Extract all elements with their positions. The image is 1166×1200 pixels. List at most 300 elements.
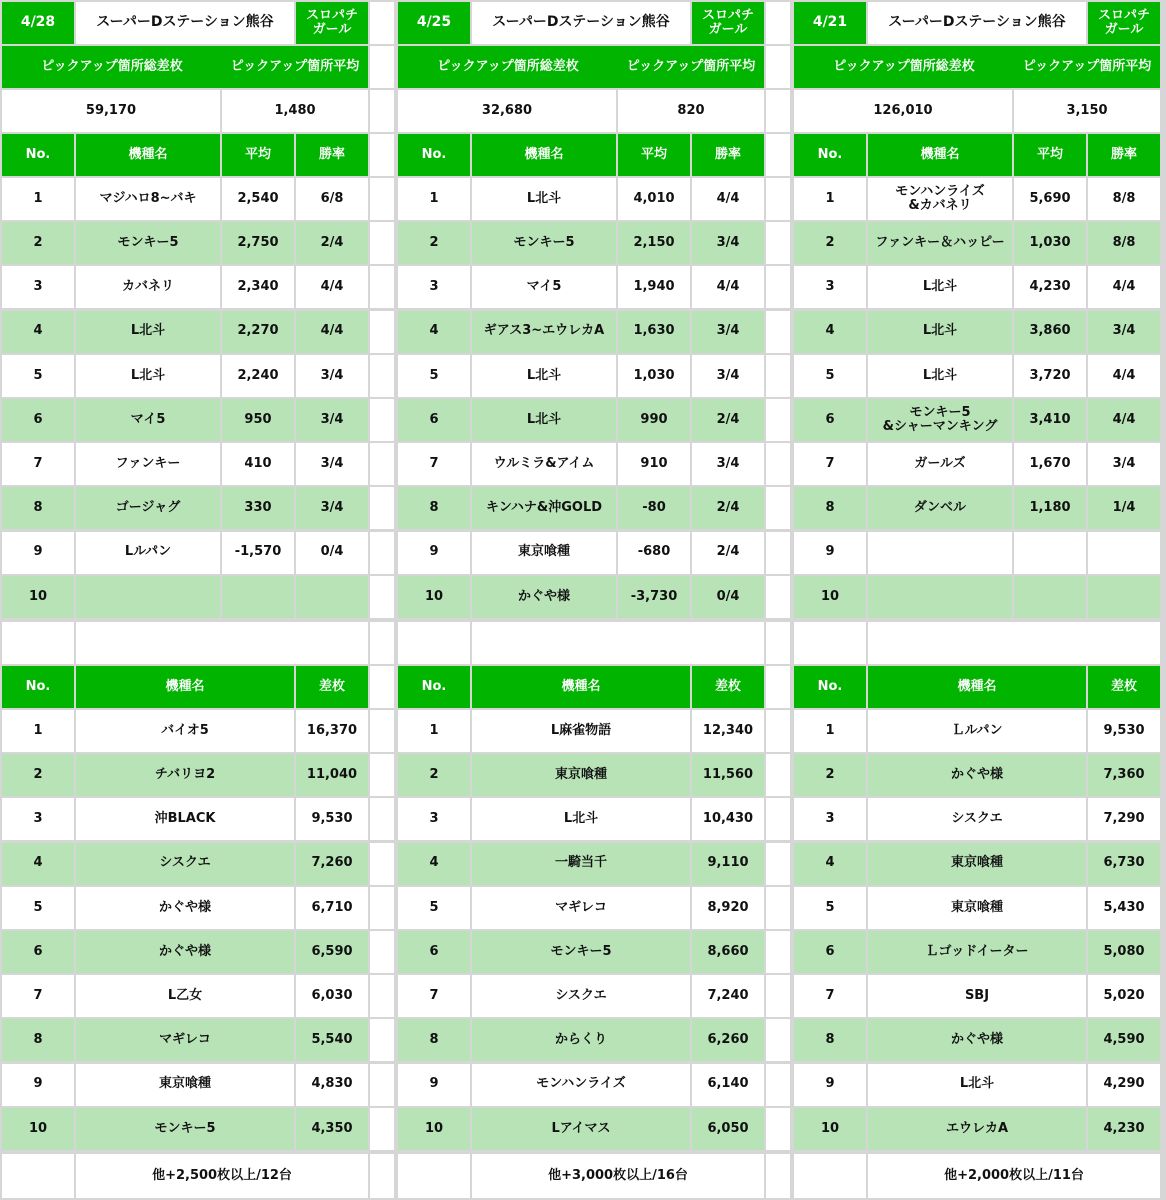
ranking-row-no: 1 xyxy=(2,710,74,752)
pickup-row-average: -3,730 xyxy=(618,576,690,618)
ranking-row-machine: L北斗 xyxy=(472,798,690,840)
pickup-row-winrate: 3/4 xyxy=(692,222,764,264)
ranking-row-no: 8 xyxy=(794,1019,866,1061)
average-label: ピックアップ箇所平均 xyxy=(618,46,764,88)
pickup-header-winrate: 勝率 xyxy=(296,134,368,176)
pickup-row-no: 2 xyxy=(398,222,470,264)
ranking-row-no: 10 xyxy=(2,1108,74,1150)
pickup-row-no: 4 xyxy=(794,311,866,353)
ranking-row-diff: 6,710 xyxy=(296,887,368,929)
pickup-row-average: -80 xyxy=(618,487,690,529)
pickup-row-average: 910 xyxy=(618,443,690,485)
ranking-row-diff: 6,590 xyxy=(296,931,368,973)
panel-separator xyxy=(370,1019,394,1061)
ranking-row-machine: かぐや様 xyxy=(868,1019,1086,1061)
pickup-row-winrate: 3/4 xyxy=(296,443,368,485)
footer-blank xyxy=(2,1154,74,1198)
pickup-row-average: 990 xyxy=(618,399,690,441)
ranking-row-machine: Ｌルパン xyxy=(868,710,1086,752)
pickup-row-winrate: 3/4 xyxy=(1088,443,1160,485)
ranking-row-no: 6 xyxy=(398,931,470,973)
ranking-row-no: 4 xyxy=(2,843,74,885)
total-diff-value: 32,680 xyxy=(398,90,616,132)
pickup-row-machine: ギアス3~エウレカA xyxy=(472,311,616,353)
pickup-row-machine: L北斗 xyxy=(868,355,1012,397)
pickup-header-machine: 機種名 xyxy=(472,134,616,176)
pickup-row-average: 1,670 xyxy=(1014,443,1086,485)
pickup-row-no: 5 xyxy=(2,355,74,397)
pickup-row-average: 3,720 xyxy=(1014,355,1086,397)
ranking-row-diff: 6,260 xyxy=(692,1019,764,1061)
pickup-header-machine: 機種名 xyxy=(868,134,1012,176)
pickup-row-winrate: 3/4 xyxy=(1088,311,1160,353)
pickup-row-winrate xyxy=(1088,532,1160,574)
pickup-row-average: 330 xyxy=(222,487,294,529)
pickup-row-no: 7 xyxy=(398,443,470,485)
pickup-row-no: 10 xyxy=(794,576,866,618)
ranking-row-no: 6 xyxy=(794,931,866,973)
pickup-row-winrate: 2/4 xyxy=(692,487,764,529)
ranking-row-machine: バイオ5 xyxy=(76,710,294,752)
panel-separator xyxy=(766,666,790,708)
footer-note: 他+2,000枚以上/11台 xyxy=(868,1154,1160,1198)
pickup-row-no: 5 xyxy=(398,355,470,397)
pickup-row-winrate: 3/4 xyxy=(692,311,764,353)
panel-separator xyxy=(766,46,790,88)
panel-separator xyxy=(766,622,790,664)
ranking-row-diff: 8,660 xyxy=(692,931,764,973)
brand-logo-text: スロパチ ガール xyxy=(692,2,764,44)
ranking-row-machine: 東京喰種 xyxy=(472,754,690,796)
date-badge: 4/21 xyxy=(794,2,866,44)
pickup-row-average: 2,540 xyxy=(222,178,294,220)
panel-separator xyxy=(370,46,394,88)
spacer-cell xyxy=(398,622,470,664)
panel-separator xyxy=(370,355,394,397)
pickup-row-no: 1 xyxy=(794,178,866,220)
pickup-row-no: 3 xyxy=(2,266,74,308)
ranking-row-diff: 7,240 xyxy=(692,975,764,1017)
pickup-row-machine: Lルパン xyxy=(76,532,220,574)
panel-separator xyxy=(766,90,790,132)
pickup-row-no: 7 xyxy=(2,443,74,485)
panel-separator xyxy=(370,622,394,664)
ranking-row-machine: かぐや様 xyxy=(868,754,1086,796)
panel-separator xyxy=(766,222,790,264)
pickup-row-winrate: 4/4 xyxy=(296,311,368,353)
ranking-row-machine: マギレコ xyxy=(472,887,690,929)
ranking-row-diff: 7,260 xyxy=(296,843,368,885)
ranking-row-machine: L麻雀物語 xyxy=(472,710,690,752)
ranking-row-machine: 東京喰種 xyxy=(868,887,1086,929)
pickup-row-machine: モンキー5 xyxy=(472,222,616,264)
pickup-row-machine xyxy=(868,532,1012,574)
pickup-row-average: 1,940 xyxy=(618,266,690,308)
ranking-row-no: 3 xyxy=(398,798,470,840)
panel-separator xyxy=(766,576,790,618)
ranking-row-diff: 5,430 xyxy=(1088,887,1160,929)
ranking-row-diff: 4,350 xyxy=(296,1108,368,1150)
average-value: 820 xyxy=(618,90,764,132)
panel-separator xyxy=(766,1064,790,1106)
pickup-row-average xyxy=(1014,532,1086,574)
pickup-row-machine: ウルミラ&アイム xyxy=(472,443,616,485)
pickup-row-average: 410 xyxy=(222,443,294,485)
ranking-row-no: 4 xyxy=(398,843,470,885)
ranking-row-diff: 4,230 xyxy=(1088,1108,1160,1150)
panel-separator xyxy=(766,887,790,929)
pickup-row-winrate: 2/4 xyxy=(692,532,764,574)
ranking-header-machine: 機種名 xyxy=(472,666,690,708)
panel-separator xyxy=(766,134,790,176)
pickup-row-winrate: 1/4 xyxy=(1088,487,1160,529)
panel-separator xyxy=(370,487,394,529)
pickup-row-no: 9 xyxy=(794,532,866,574)
pickup-row-average: 5,690 xyxy=(1014,178,1086,220)
date-badge: 4/25 xyxy=(398,2,470,44)
ranking-row-diff: 12,340 xyxy=(692,710,764,752)
pickup-row-average: 2,240 xyxy=(222,355,294,397)
ranking-row-no: 7 xyxy=(2,975,74,1017)
pickup-row-winrate: 0/4 xyxy=(296,532,368,574)
pickup-header-no: No. xyxy=(2,134,74,176)
ranking-row-diff: 6,140 xyxy=(692,1064,764,1106)
pickup-row-machine xyxy=(76,576,220,618)
pickup-row-winrate: 8/8 xyxy=(1088,178,1160,220)
ranking-row-no: 9 xyxy=(2,1064,74,1106)
store-name: スーパーDステーション熊谷 xyxy=(472,2,690,44)
ranking-row-machine: シスクエ xyxy=(868,798,1086,840)
pickup-row-no: 6 xyxy=(794,399,866,441)
brand-logo-text: スロパチ ガール xyxy=(1088,2,1160,44)
store-name: スーパーDステーション熊谷 xyxy=(76,2,294,44)
pickup-row-machine: ゴージャグ xyxy=(76,487,220,529)
ranking-row-diff: 11,040 xyxy=(296,754,368,796)
panel-separator xyxy=(370,710,394,752)
pickup-row-winrate: 3/4 xyxy=(296,399,368,441)
pickup-row-machine: マジハロ8~バキ xyxy=(76,178,220,220)
pickup-row-average: 3,860 xyxy=(1014,311,1086,353)
pickup-header-average: 平均 xyxy=(1014,134,1086,176)
ranking-row-diff: 5,540 xyxy=(296,1019,368,1061)
pickup-row-winrate: 4/4 xyxy=(1088,355,1160,397)
panel-separator xyxy=(370,532,394,574)
panel-separator xyxy=(766,178,790,220)
ranking-row-machine: モンキー5 xyxy=(472,931,690,973)
pickup-row-average: 2,150 xyxy=(618,222,690,264)
panel-separator xyxy=(766,487,790,529)
pickup-row-machine: L北斗 xyxy=(76,355,220,397)
ranking-row-machine: 沖BLACK xyxy=(76,798,294,840)
ranking-header-diff: 差枚 xyxy=(296,666,368,708)
pickup-row-no: 9 xyxy=(398,532,470,574)
pickup-row-winrate: 4/4 xyxy=(1088,266,1160,308)
spacer-cell xyxy=(2,622,74,664)
ranking-header-no: No. xyxy=(794,666,866,708)
ranking-row-diff: 8,920 xyxy=(692,887,764,929)
ranking-row-no: 2 xyxy=(398,754,470,796)
panel-separator xyxy=(370,2,394,44)
panel-separator xyxy=(766,311,790,353)
pickup-row-machine: モンハンライズ &カバネリ xyxy=(868,178,1012,220)
ranking-row-diff: 6,730 xyxy=(1088,843,1160,885)
pickup-header-winrate: 勝率 xyxy=(692,134,764,176)
pickup-row-no: 1 xyxy=(398,178,470,220)
pickup-row-machine: L北斗 xyxy=(868,266,1012,308)
ranking-row-no: 3 xyxy=(794,798,866,840)
panel-separator xyxy=(766,355,790,397)
pickup-row-average: 1,180 xyxy=(1014,487,1086,529)
spacer-cell xyxy=(868,622,1160,664)
panel-separator xyxy=(370,754,394,796)
pickup-row-winrate: 8/8 xyxy=(1088,222,1160,264)
ranking-row-no: 9 xyxy=(794,1064,866,1106)
pickup-row-winrate: 6/8 xyxy=(296,178,368,220)
ranking-header-diff: 差枚 xyxy=(1088,666,1160,708)
footer-note: 他+2,500枚以上/12台 xyxy=(76,1154,368,1198)
ranking-row-no: 9 xyxy=(398,1064,470,1106)
ranking-row-diff: 9,110 xyxy=(692,843,764,885)
ranking-row-machine: マギレコ xyxy=(76,1019,294,1061)
ranking-header-machine: 機種名 xyxy=(76,666,294,708)
panel-separator xyxy=(370,1108,394,1150)
pickup-row-no: 9 xyxy=(2,532,74,574)
ranking-row-no: 2 xyxy=(794,754,866,796)
footer-blank xyxy=(794,1154,866,1198)
brand-logo-text: スロパチ ガール xyxy=(296,2,368,44)
pickup-row-winrate: 0/4 xyxy=(692,576,764,618)
panel-separator xyxy=(766,1019,790,1061)
pickup-row-average: 2,340 xyxy=(222,266,294,308)
pickup-header-average: 平均 xyxy=(618,134,690,176)
ranking-row-machine: モンハンライズ xyxy=(472,1064,690,1106)
ranking-row-no: 3 xyxy=(2,798,74,840)
ranking-row-machine: Ｌゴッドイーター xyxy=(868,931,1086,973)
average-label: ピックアップ箇所平均 xyxy=(1014,46,1160,88)
average-value: 3,150 xyxy=(1014,90,1160,132)
pickup-row-machine: キンハナ&沖GOLD xyxy=(472,487,616,529)
pickup-row-no: 10 xyxy=(2,576,74,618)
pickup-row-machine: モンキー5 &シャーマンキング xyxy=(868,399,1012,441)
ranking-row-diff: 4,290 xyxy=(1088,1064,1160,1106)
ranking-row-machine: チバリヨ2 xyxy=(76,754,294,796)
panel-separator xyxy=(370,843,394,885)
ranking-header-machine: 機種名 xyxy=(868,666,1086,708)
panel-separator xyxy=(766,1108,790,1150)
pickup-row-average: 4,230 xyxy=(1014,266,1086,308)
pickup-row-machine xyxy=(868,576,1012,618)
panel-separator xyxy=(370,666,394,708)
panel-separator xyxy=(370,1064,394,1106)
panel-separator xyxy=(766,399,790,441)
ranking-row-no: 1 xyxy=(794,710,866,752)
ranking-row-machine: L北斗 xyxy=(868,1064,1086,1106)
pickup-row-no: 5 xyxy=(794,355,866,397)
total-diff-value: 59,170 xyxy=(2,90,220,132)
ranking-row-diff: 9,530 xyxy=(1088,710,1160,752)
ranking-row-diff: 4,590 xyxy=(1088,1019,1160,1061)
pickup-header-winrate: 勝率 xyxy=(1088,134,1160,176)
pickup-row-machine: L北斗 xyxy=(868,311,1012,353)
pickup-row-machine: ガールズ xyxy=(868,443,1012,485)
pickup-row-no: 3 xyxy=(794,266,866,308)
pickup-row-winrate: 3/4 xyxy=(296,487,368,529)
ranking-row-machine: かぐや様 xyxy=(76,887,294,929)
ranking-row-no: 4 xyxy=(794,843,866,885)
ranking-row-machine: L乙女 xyxy=(76,975,294,1017)
panel-separator xyxy=(370,178,394,220)
total-diff-label: ピックアップ箇所総差枚 xyxy=(398,46,618,88)
average-label: ピックアップ箇所平均 xyxy=(222,46,368,88)
pickup-row-winrate: 3/4 xyxy=(692,443,764,485)
panel-separator xyxy=(370,222,394,264)
pickup-row-winrate: 2/4 xyxy=(296,222,368,264)
pickup-row-no: 8 xyxy=(794,487,866,529)
panel-separator xyxy=(370,399,394,441)
pickup-row-no: 6 xyxy=(2,399,74,441)
pickup-row-machine: ダンベル xyxy=(868,487,1012,529)
ranking-header-diff: 差枚 xyxy=(692,666,764,708)
ranking-row-no: 1 xyxy=(398,710,470,752)
pickup-row-average: 2,270 xyxy=(222,311,294,353)
panel-separator xyxy=(766,1154,790,1198)
panel-separator xyxy=(370,576,394,618)
pickup-row-machine: マイ5 xyxy=(76,399,220,441)
ranking-row-machine: 東京喰種 xyxy=(76,1064,294,1106)
pickup-row-no: 4 xyxy=(2,311,74,353)
pickup-row-average xyxy=(222,576,294,618)
total-diff-label: ピックアップ箇所総差枚 xyxy=(2,46,222,88)
ranking-row-diff: 11,560 xyxy=(692,754,764,796)
ranking-row-no: 6 xyxy=(2,931,74,973)
pickup-row-machine: 東京喰種 xyxy=(472,532,616,574)
pickup-row-average xyxy=(1014,576,1086,618)
panel-separator xyxy=(370,134,394,176)
panel-separator xyxy=(370,798,394,840)
pickup-row-winrate: 4/4 xyxy=(296,266,368,308)
pickup-row-average: 3,410 xyxy=(1014,399,1086,441)
store-name: スーパーDステーション熊谷 xyxy=(868,2,1086,44)
pickup-row-winrate: 2/4 xyxy=(692,399,764,441)
footer-note: 他+3,000枚以上/16台 xyxy=(472,1154,764,1198)
ranking-row-no: 5 xyxy=(794,887,866,929)
pickup-row-no: 8 xyxy=(2,487,74,529)
ranking-row-machine: シスクエ xyxy=(76,843,294,885)
panel-separator xyxy=(766,710,790,752)
pickup-row-machine: モンキー5 xyxy=(76,222,220,264)
panel-separator xyxy=(370,443,394,485)
pickup-row-no: 3 xyxy=(398,266,470,308)
footer-blank xyxy=(398,1154,470,1198)
panel-separator xyxy=(766,975,790,1017)
ranking-row-diff: 7,360 xyxy=(1088,754,1160,796)
ranking-row-diff: 5,080 xyxy=(1088,931,1160,973)
pickup-row-machine: マイ5 xyxy=(472,266,616,308)
pickup-row-machine: L北斗 xyxy=(472,399,616,441)
ranking-row-machine: かぐや様 xyxy=(76,931,294,973)
pickup-row-winrate: 4/4 xyxy=(1088,399,1160,441)
pickup-row-machine: L北斗 xyxy=(472,355,616,397)
panel-separator xyxy=(370,887,394,929)
ranking-row-diff: 4,830 xyxy=(296,1064,368,1106)
ranking-row-machine: 東京喰種 xyxy=(868,843,1086,885)
ranking-row-machine: Lアイマス xyxy=(472,1108,690,1150)
pickup-header-average: 平均 xyxy=(222,134,294,176)
average-value: 1,480 xyxy=(222,90,368,132)
pickup-row-winrate xyxy=(296,576,368,618)
pickup-row-no: 1 xyxy=(2,178,74,220)
spacer-cell xyxy=(472,622,764,664)
pickup-row-no: 6 xyxy=(398,399,470,441)
ranking-row-no: 7 xyxy=(398,975,470,1017)
ranking-row-diff: 16,370 xyxy=(296,710,368,752)
ranking-row-diff: 6,050 xyxy=(692,1108,764,1150)
panel-separator xyxy=(370,266,394,308)
pickup-row-no: 10 xyxy=(398,576,470,618)
ranking-row-machine: シスクエ xyxy=(472,975,690,1017)
pickup-row-machine: ファンキー xyxy=(76,443,220,485)
panel-separator xyxy=(370,931,394,973)
pickup-row-average: 4,010 xyxy=(618,178,690,220)
panel-separator xyxy=(370,90,394,132)
ranking-row-machine: 一騎当千 xyxy=(472,843,690,885)
pickup-row-no: 8 xyxy=(398,487,470,529)
ranking-row-diff: 10,430 xyxy=(692,798,764,840)
spacer-cell xyxy=(76,622,368,664)
pickup-row-average: 1,030 xyxy=(1014,222,1086,264)
pickup-row-machine: L北斗 xyxy=(472,178,616,220)
pickup-row-no: 2 xyxy=(794,222,866,264)
ranking-header-no: No. xyxy=(2,666,74,708)
panel-separator xyxy=(766,798,790,840)
panel-separator xyxy=(766,2,790,44)
pickup-row-average: -680 xyxy=(618,532,690,574)
ranking-row-machine: SBJ xyxy=(868,975,1086,1017)
pickup-row-average: -1,570 xyxy=(222,532,294,574)
panel-separator xyxy=(370,1154,394,1198)
ranking-row-no: 5 xyxy=(398,887,470,929)
pickup-row-average: 2,750 xyxy=(222,222,294,264)
ranking-row-diff: 6,030 xyxy=(296,975,368,1017)
total-diff-value: 126,010 xyxy=(794,90,1012,132)
ranking-row-no: 10 xyxy=(398,1108,470,1150)
ranking-row-no: 2 xyxy=(2,754,74,796)
pickup-row-winrate: 4/4 xyxy=(692,178,764,220)
pickup-header-machine: 機種名 xyxy=(76,134,220,176)
ranking-row-no: 5 xyxy=(2,887,74,929)
pickup-row-no: 2 xyxy=(2,222,74,264)
pickup-row-winrate xyxy=(1088,576,1160,618)
panel-separator xyxy=(766,843,790,885)
pickup-row-no: 4 xyxy=(398,311,470,353)
pickup-row-machine: L北斗 xyxy=(76,311,220,353)
ranking-header-no: No. xyxy=(398,666,470,708)
pickup-row-winrate: 4/4 xyxy=(692,266,764,308)
pickup-row-machine: カバネリ xyxy=(76,266,220,308)
ranking-row-machine: モンキー5 xyxy=(76,1108,294,1150)
ranking-row-diff: 9,530 xyxy=(296,798,368,840)
pickup-row-average: 1,630 xyxy=(618,311,690,353)
date-badge: 4/28 xyxy=(2,2,74,44)
ranking-row-no: 10 xyxy=(794,1108,866,1150)
panel-separator xyxy=(370,975,394,1017)
pickup-header-no: No. xyxy=(794,134,866,176)
ranking-row-no: 8 xyxy=(398,1019,470,1061)
pickup-row-average: 950 xyxy=(222,399,294,441)
ranking-row-machine: からくり xyxy=(472,1019,690,1061)
pickup-row-winrate: 3/4 xyxy=(296,355,368,397)
pickup-row-average: 1,030 xyxy=(618,355,690,397)
